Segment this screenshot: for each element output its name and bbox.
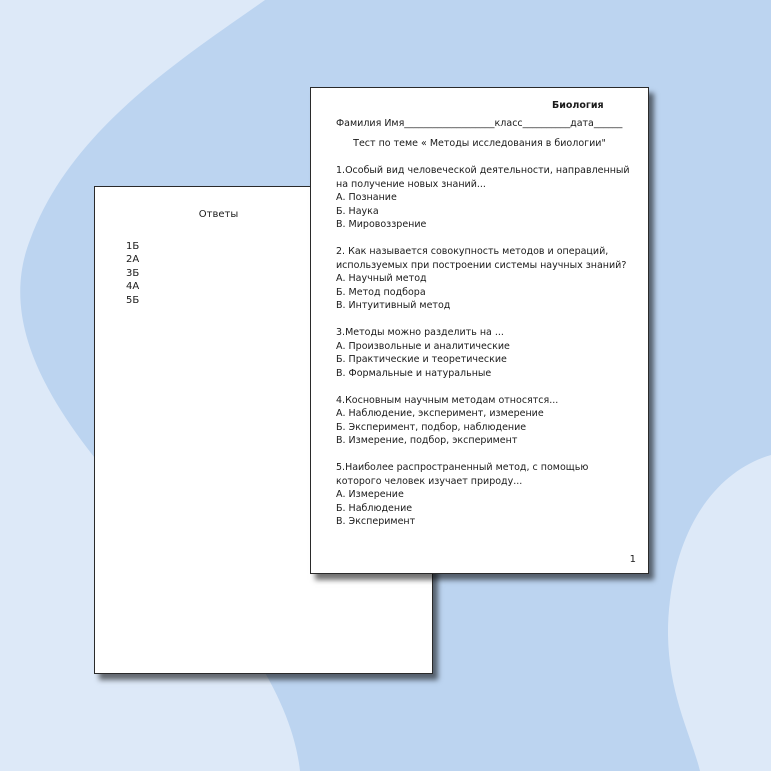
question-block <box>336 326 636 380</box>
question-block <box>336 461 636 529</box>
answer-option: А. Произвольные и аналитические <box>336 340 510 352</box>
answers-list <box>126 240 139 307</box>
question-block <box>336 164 636 232</box>
question-text: 4.Косновным научным методам относятся... <box>336 394 559 406</box>
question-text: 3.Методы можно разделить на ... <box>336 327 504 338</box>
answer-item: 3Б <box>126 267 140 279</box>
answer-option: В. Эксперимент <box>336 516 416 527</box>
question-block <box>336 245 636 313</box>
answer-option: А. Наблюдение, эксперимент, измерение <box>336 408 544 419</box>
answer-option: А. Измерение <box>336 489 404 500</box>
answer-option: А. Познание <box>336 192 397 203</box>
student-info-line: Фамилия Имя___________________класс__________дата______ <box>336 118 623 129</box>
answer-option: Б. Метод подбора <box>336 286 426 298</box>
question-text: 2. Как называется совокупность методов и операций, используемых при построении системы научных знаний? <box>336 246 627 271</box>
question-block <box>336 394 636 448</box>
questions-list <box>336 164 636 542</box>
answer-option: В. Формальные и натуральные <box>336 367 492 379</box>
answer-item: 2А <box>126 254 140 266</box>
answer-option: А. Научный метод <box>336 273 427 284</box>
test-title: Тест по теме « Методы исследования в биологии" <box>353 138 606 149</box>
answer-option: Б. Наблюдение <box>336 502 413 514</box>
answer-option: В. Измерение, подбор, эксперимент <box>336 435 518 446</box>
answer-item: 1Б <box>126 241 140 252</box>
answer-option: Б. Практические и теоретические <box>336 354 507 365</box>
answer-item: 4А <box>126 281 140 293</box>
answer-option: В. Мировоззрение <box>336 219 427 230</box>
test-page <box>310 87 649 574</box>
answer-item: 5Б <box>126 294 140 306</box>
question-text: 1.Особый вид человеческой деятельности, направленный на получение новых знаний... <box>336 165 630 190</box>
answer-option: В. Интуитивный метод <box>336 300 451 311</box>
answer-option: Б. Эксперимент, подбор, наблюдение <box>336 421 527 433</box>
question-text: 5.Наиболее распространенный метод, с помощью которого человек изучает природу... <box>336 462 589 487</box>
answer-option: Б. Наука <box>336 205 379 217</box>
answers-title: Ответы <box>198 209 239 220</box>
subject-label: Биология <box>552 100 604 111</box>
page-number: 1 <box>629 554 636 565</box>
